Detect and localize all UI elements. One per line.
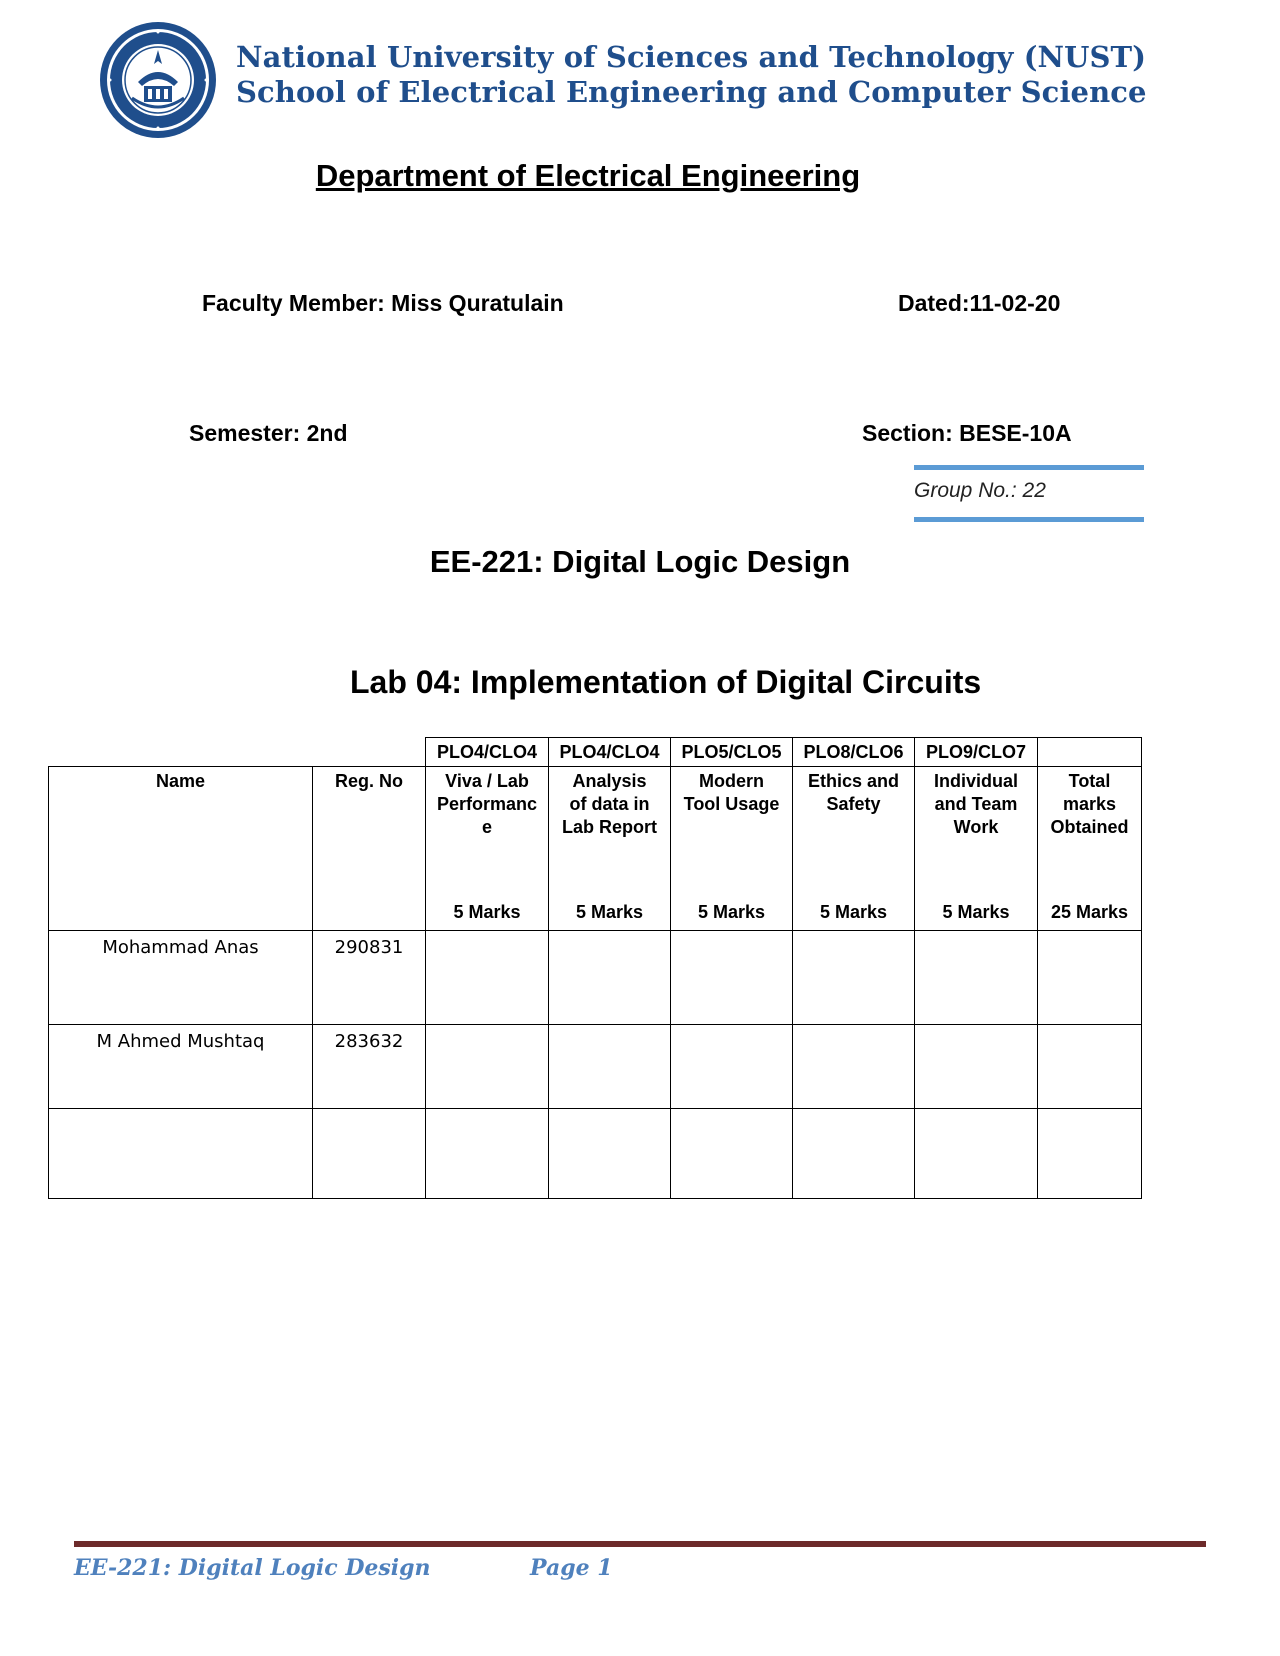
mark-cell xyxy=(671,1109,793,1199)
plo-header: PLO4/CLO4 xyxy=(426,738,549,767)
mark-cell xyxy=(426,931,549,1025)
course-title: EE-221: Digital Logic Design xyxy=(429,544,851,579)
blank-cell xyxy=(313,738,426,767)
footer-page-number: Page 1 xyxy=(530,1555,613,1581)
school-name: School of Electrical Engineering and Computer Science xyxy=(236,75,1147,109)
mark-cell xyxy=(915,1109,1038,1199)
plo-header: PLO5/CLO5 xyxy=(671,738,793,767)
criteria-header xyxy=(915,767,1038,931)
footer-divider xyxy=(74,1541,1206,1547)
university-logo-icon xyxy=(98,20,218,140)
table-row xyxy=(49,1025,1142,1109)
criteria-line: Individual xyxy=(933,771,1018,791)
criteria-header xyxy=(549,767,671,931)
blank-cell xyxy=(49,738,313,767)
criteria-marks: 5 Marks xyxy=(453,902,521,922)
criteria-header xyxy=(426,767,549,931)
plo-header: PLO4/CLO4 xyxy=(549,738,671,767)
university-name: National University of Sciences and Technology (NUST) xyxy=(236,40,1147,74)
criteria-line: Viva / Lab xyxy=(445,771,529,791)
faculty-member: Faculty Member: Miss Quratulain xyxy=(202,290,564,316)
mark-cell xyxy=(426,1109,549,1199)
criteria-line: Modern xyxy=(699,771,764,791)
mark-cell xyxy=(549,931,671,1025)
plo-header: PLO9/CLO7 xyxy=(915,738,1038,767)
criteria-line: Work xyxy=(953,817,999,837)
criteria-marks: 5 Marks xyxy=(819,902,888,922)
criteria-line: Analysis xyxy=(572,771,647,791)
marks-table xyxy=(48,737,1142,1199)
student-name: Mohammad Anas xyxy=(49,931,313,1025)
plo-header-row xyxy=(49,738,1142,767)
criteria-header xyxy=(1038,767,1142,931)
mark-cell xyxy=(549,1025,671,1109)
mark-cell xyxy=(793,1109,915,1199)
criteria-line: e xyxy=(481,817,492,837)
student-reg xyxy=(313,1109,426,1199)
dated: Dated:11-02-20 xyxy=(898,290,1061,316)
criteria-marks: 5 Marks xyxy=(697,902,766,922)
criteria-header xyxy=(793,767,915,931)
criteria-marks: 25 Marks xyxy=(1050,902,1129,922)
student-name: M Ahmed Mushtaq xyxy=(49,1025,313,1109)
mark-cell xyxy=(1038,1025,1142,1109)
criteria-header-row xyxy=(49,767,1142,931)
footer-course: EE-221: Digital Logic Design xyxy=(74,1555,431,1581)
criteria-line: and Team xyxy=(934,794,1018,814)
table-row xyxy=(49,931,1142,1025)
group-number-box xyxy=(914,465,1144,522)
student-reg: 283632 xyxy=(313,1025,426,1109)
criteria-line: Total xyxy=(1068,771,1111,791)
criteria-line: Obtained xyxy=(1050,817,1129,837)
criteria-line: Safety xyxy=(826,794,881,814)
criteria-marks: 5 Marks xyxy=(942,902,1010,922)
department-title: Department of Electrical Engineering xyxy=(315,158,861,193)
criteria-line: Performanc xyxy=(436,794,538,814)
mark-cell xyxy=(549,1109,671,1199)
student-reg: 290831 xyxy=(313,931,426,1025)
table-row xyxy=(49,1109,1142,1199)
mark-cell xyxy=(915,931,1038,1025)
mark-cell xyxy=(793,1025,915,1109)
mark-cell xyxy=(1038,1109,1142,1199)
criteria-marks: 5 Marks xyxy=(575,902,644,922)
student-name xyxy=(49,1109,313,1199)
mark-cell xyxy=(426,1025,549,1109)
plo-header: PLO8/CLO6 xyxy=(793,738,915,767)
reg-header: Reg. No xyxy=(313,767,426,931)
group-number: Group No.: 22 xyxy=(914,479,1046,502)
semester: Semester: 2nd xyxy=(189,420,348,446)
criteria-line: marks xyxy=(1062,794,1117,814)
criteria-line: of data in xyxy=(569,794,650,814)
criteria-line: Lab Report xyxy=(561,817,657,837)
mark-cell xyxy=(1038,931,1142,1025)
name-header: Name xyxy=(49,767,313,931)
section: Section: BESE-10A xyxy=(862,420,1072,446)
criteria-header xyxy=(671,767,793,931)
mark-cell xyxy=(915,1025,1038,1109)
criteria-line: Tool Usage xyxy=(683,794,780,814)
criteria-line: Ethics and xyxy=(807,771,900,791)
mark-cell xyxy=(793,931,915,1025)
mark-cell xyxy=(671,931,793,1025)
plo-header xyxy=(1038,738,1142,767)
lab-title: Lab 04: Implementation of Digital Circuits xyxy=(350,664,982,700)
mark-cell xyxy=(671,1025,793,1109)
